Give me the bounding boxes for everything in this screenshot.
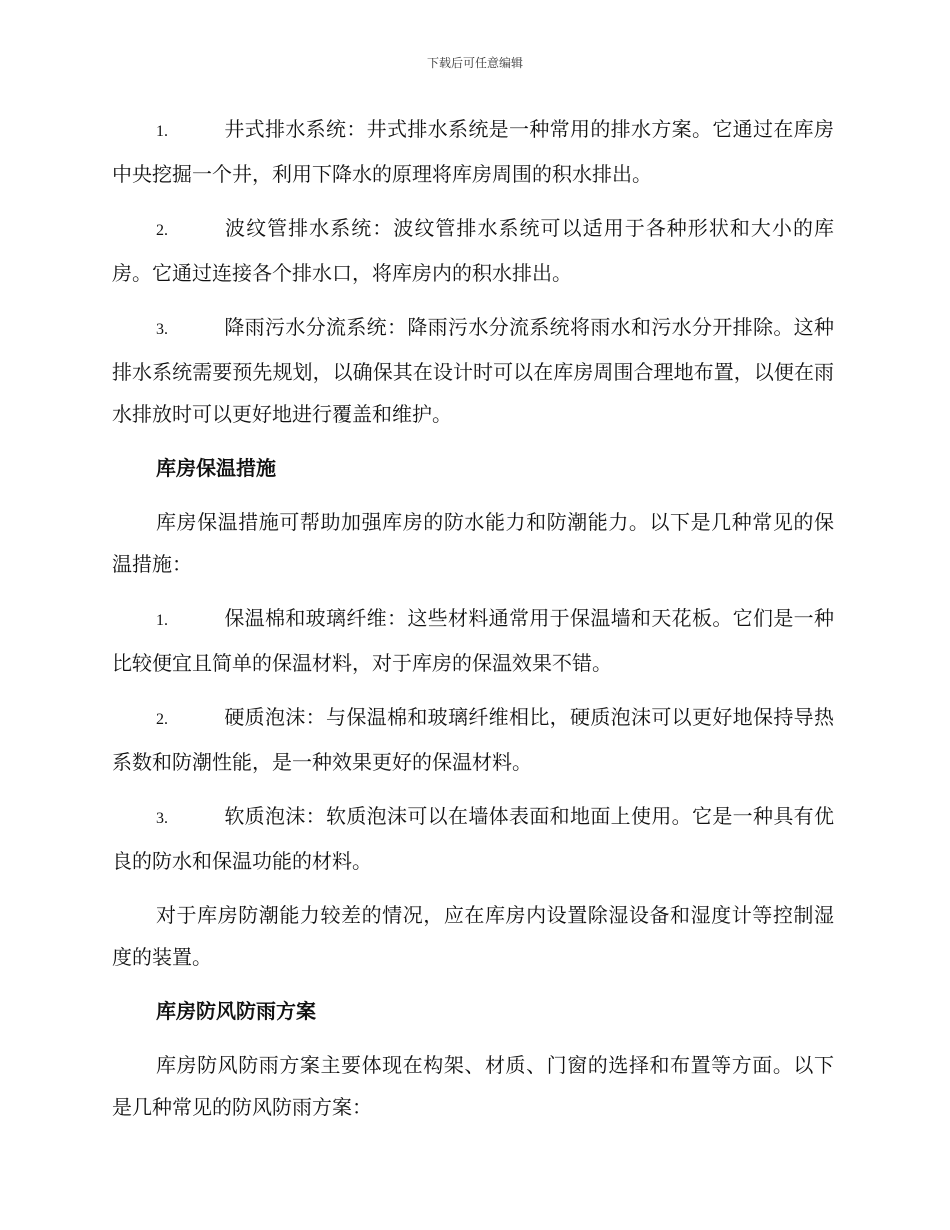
list-text: 井式排水系统：井式排水系统是一种常用的排水方案。它通过在库房中央挖掘一个井，利用下降水的原理将库房周围的积水排出。 bbox=[112, 117, 834, 186]
section-heading-insulation: 库房保温措施 bbox=[156, 456, 276, 480]
list-text: 波纹管排水系统：波纹管排水系统可以适用于各种形状和大小的库房。它通过连接各个排水口，将库房内的积水排出。 bbox=[112, 216, 834, 285]
list-number: 3. bbox=[156, 321, 168, 338]
list-text: 硬质泡沫：与保温棉和玻璃纤维相比，硬质泡沫可以更好地保持导热系数和防潮性能，是一种效果更好的保温材料。 bbox=[112, 705, 834, 774]
list-number: 2. bbox=[156, 711, 168, 728]
list-item bbox=[112, 795, 834, 882]
section-closing: 对于库房防潮能力较差的情况，应在库房内设置除湿设备和湿度计等控制湿度的装置。 bbox=[112, 903, 834, 969]
document-body bbox=[112, 108, 834, 1140]
list-number: 3. bbox=[156, 810, 168, 827]
list-item bbox=[112, 306, 834, 435]
list-text: 保温棉和玻璃纤维：这些材料通常用于保温墙和天花板。它们是一种比较便宜且简单的保温材料，对于库房的保温效果不错。 bbox=[112, 606, 834, 675]
list-number: 1. bbox=[156, 612, 168, 629]
section-intro: 库房防风防雨方案主要体现在构架、材质、门窗的选择和布置等方面。以下是几种常见的防风防雨方案： bbox=[112, 1053, 834, 1119]
list-item bbox=[112, 597, 834, 684]
list-item bbox=[112, 207, 834, 294]
page-header: 下载后可任意编辑 bbox=[426, 56, 523, 70]
list-text: 降雨污水分流系统：降雨污水分流系统将雨水和污水分开排除。这种排水系统需要预先规划，以确保其在设计时可以在库房周围合理地布置，以便在雨水排放时可以更好地进行覆盖和维护。 bbox=[112, 315, 834, 426]
list-number: 1. bbox=[156, 123, 168, 140]
list-text: 软质泡沫：软质泡沫可以在墙体表面和地面上使用。它是一种具有优良的防水和保温功能的材料。 bbox=[112, 804, 834, 873]
section-heading-wind-rain: 库房防风防雨方案 bbox=[156, 999, 316, 1023]
list-item bbox=[112, 696, 834, 783]
list-number: 2. bbox=[156, 222, 168, 239]
list-item bbox=[112, 108, 834, 195]
section-intro: 库房保温措施可帮助加强库房的防水能力和防潮能力。以下是几种常见的保温措施： bbox=[112, 510, 834, 576]
